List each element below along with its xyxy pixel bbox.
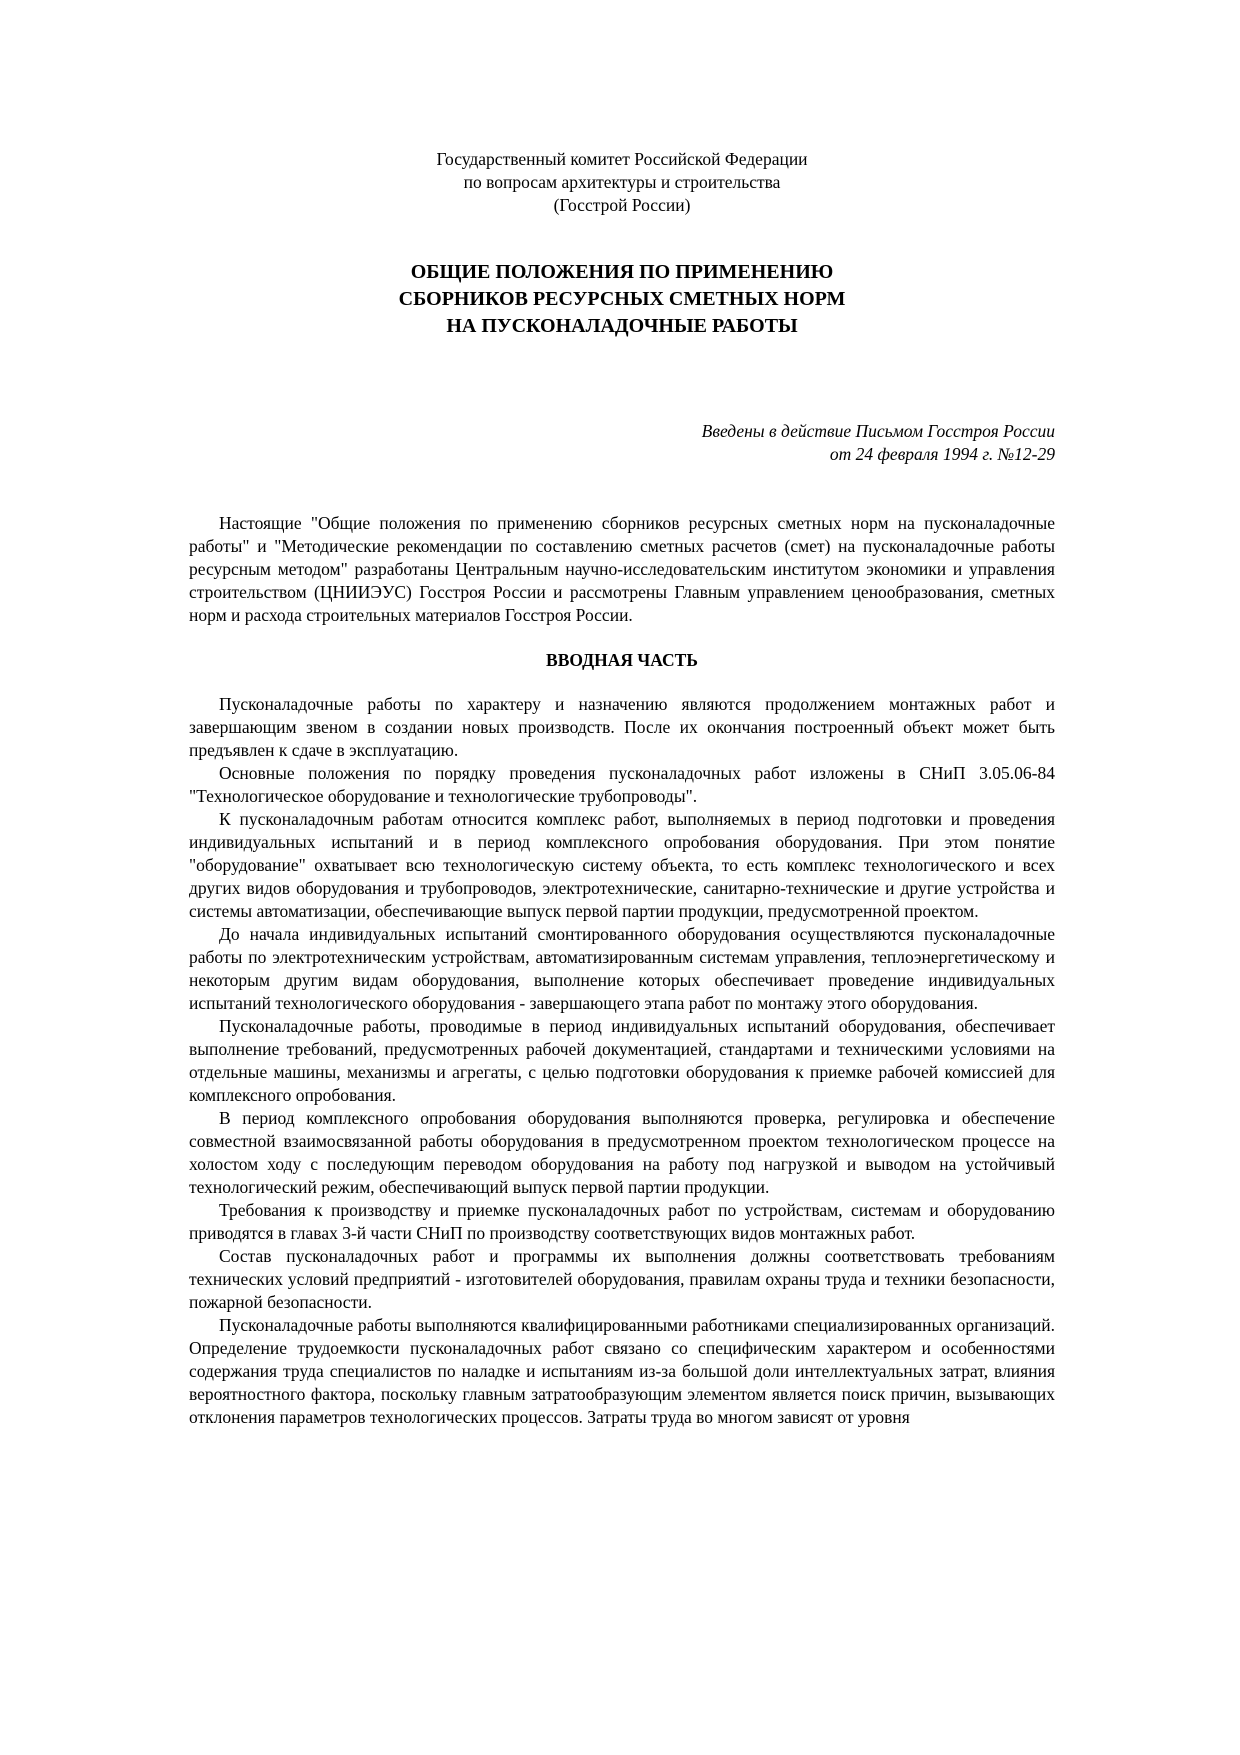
title-line: НА ПУСКОНАЛАДОЧНЫЕ РАБОТЫ	[446, 315, 798, 337]
preamble	[189, 512, 1055, 627]
body-paragraph: К пусконаладочным работам относится комплекс работ, выполняемых в период подготовки и проведения индивидуальных испытаний и в период комплексного опробования оборудования. При этом понятие "оборудование" охватывает всю технологическую систему объекта, то есть комплекс технологического и всех других видов оборудования и трубопроводов, электротехнические, санитарно-технические и другие устройства и системы автоматизации, обеспечивающие выпуск первой партии продукции, предусмотренной проектом.	[189, 809, 1055, 921]
enactment-note	[189, 420, 1055, 466]
org-line: по вопросам архитектуры и строительства	[463, 172, 781, 192]
body-paragraph: Пусконаладочные работы выполняются квалифицированными работниками специализированных организаций. Определение трудоемкости пусконаладочных работ связано со специфическим характером и особенностями содержания труда специалистов по наладке и испытаниям из-за большой доли интеллектуальных затрат, влияния вероятностного фактора, поскольку главным затратообразующим элементом является поиск причин, вызывающих отклонения параметров технологических процессов. Затраты труда во многом зависят от уровня	[189, 1315, 1055, 1427]
body-paragraph: До начала индивидуальных испытаний смонтированного оборудования осуществляются пусконаладочные работы по электротехническим устройствам, автоматизированным системам управления, теплоэнергетическому и некоторым другим видам оборудования, выполнение которых обеспечивает проведение индивидуальных испытаний технологического оборудования - завершающего этапа работ по монтажу этого оборудования.	[189, 924, 1055, 1013]
issuing-authority	[189, 148, 1055, 217]
body-paragraph: Состав пусконаладочных работ и программы их выполнения должны соответствовать требованиям технических условий предприятий - изготовителей оборудования, правилам охраны труда и техники безопасности, пожарной безопасности.	[189, 1246, 1055, 1312]
document-title	[189, 259, 1055, 340]
preamble-paragraph: Настоящие "Общие положения по применению сборников ресурсных сметных норм на пусконаладочные работы" и "Методические рекомендации по составлению сметных расчетов (смет) на пусконаладочные работы ресурсным методом" разработаны Центральным научно-исследовательским институтом экономики и управления строительством (ЦНИИЭУС) Госстроя России и рассмотрены Главным управлением ценообразования, сметных норм и расхода строительных материалов Госстроя России.	[189, 513, 1055, 625]
body-paragraph: В период комплексного опробования оборудования выполняются проверка, регулировка и обеспечение совместной взаимосвязанной работы оборудования в предусмотренном проектом технологическом процессе на холостом ходу с последующим переводом оборудования на работу под нагрузкой и выводом на устойчивый технологический режим, обеспечивающий выпуск первой партии продукции.	[189, 1108, 1055, 1197]
title-line: ОБЩИЕ ПОЛОЖЕНИЯ ПО ПРИМЕНЕНИЮ	[410, 261, 834, 283]
enactment-line: Введены в действие Письмом Госстроя России	[701, 421, 1055, 441]
title-line: СБОРНИКОВ РЕСУРСНЫХ СМЕТНЫХ НОРМ	[398, 288, 846, 310]
org-line: (Госстрой России)	[553, 195, 691, 215]
body-paragraph: Пусконаладочные работы, проводимые в период индивидуальных испытаний оборудования, обеспечивает выполнение требований, предусмотренных рабочей документацией, стандартами и техническими условиями на отдельные машины, механизмы и агрегаты, с целью подготовки оборудования к приемке рабочей комиссией для комплексного опробования.	[189, 1016, 1055, 1105]
body-paragraph: Основные положения по порядку проведения пусконаладочных работ изложены в СНиП 3.05.06-84 "Технологическое оборудование и технологические трубопроводы".	[189, 763, 1055, 806]
section-body	[189, 693, 1055, 1429]
org-line: Государственный комитет Российской Федерации	[436, 149, 808, 169]
enactment-line: от 24 февраля 1994 г. №12-29	[829, 444, 1055, 464]
body-paragraph: Требования к производству и приемке пусконаладочных работ по устройствам, системам и оборудованию приводятся в главах 3-й части СНиП по производству соответствующих видов монтажных работ.	[189, 1200, 1055, 1243]
document-page	[189, 148, 1055, 1429]
body-paragraph: Пусконаладочные работы по характеру и назначению являются продолжением монтажных работ и завершающим звеном в создании новых производств. После их окончания построенный объект может быть предъявлен к сдаче в эксплуатацию.	[189, 694, 1055, 760]
section-heading: ВВОДНАЯ ЧАСТЬ	[546, 650, 698, 670]
